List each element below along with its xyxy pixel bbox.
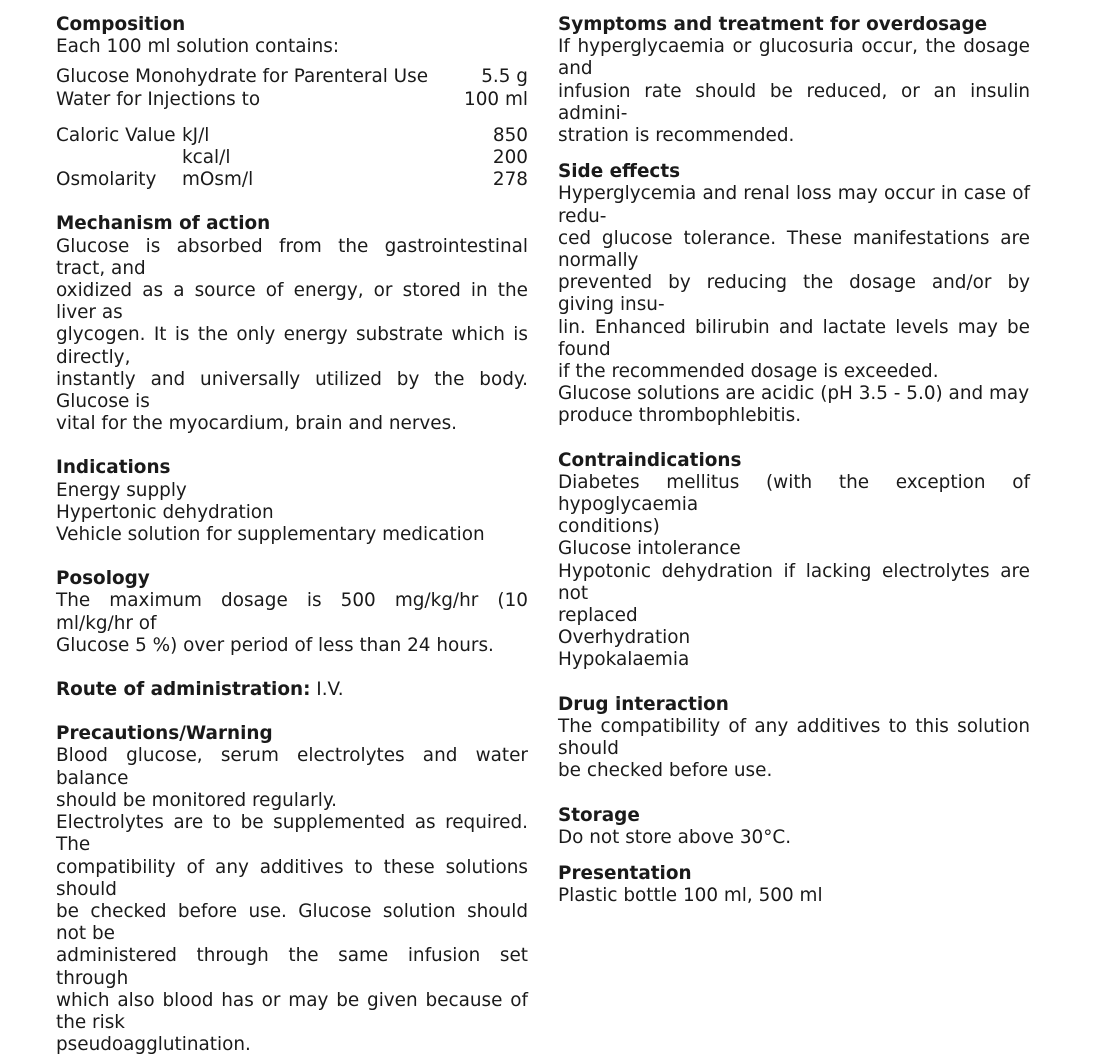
mechanism-section (56, 213, 528, 435)
mechanism-line: glycogen. It is the only energy substrate which is directly, (56, 324, 528, 368)
overdosage-line: If hyperglycaemia or glucosuria occur, the dosage and (558, 36, 1030, 80)
storage-value: Do not store above 30°C. (558, 826, 792, 848)
posology-section (56, 568, 528, 657)
drug-interaction-line: be checked before use. (558, 760, 773, 782)
overdosage-heading: Symptoms and treatment for overdosage (558, 14, 988, 35)
composition-table (56, 66, 528, 110)
contraindication-line: Hypokalaemia (558, 649, 690, 671)
precautions-line: compatibility of any additives to these solutions should (56, 856, 528, 900)
overdosage-section (558, 14, 1030, 147)
indication-item: Hypertonic dehydration (56, 501, 274, 523)
composition-section (56, 14, 528, 191)
contraindications-section (558, 450, 1030, 672)
posology-heading: Posology (56, 568, 150, 590)
drug-interaction-heading: Drug interaction (558, 693, 729, 715)
side-effects-heading: Side effects (558, 161, 681, 183)
caloric-row (56, 125, 528, 147)
caloric-row-unit: kcal/l (182, 147, 231, 169)
caloric-row-unit: mOsm/l (182, 169, 254, 191)
contraindications-heading: Contraindications (558, 449, 742, 471)
contraindication-line: replaced (558, 605, 638, 627)
contraindication-line: Hypotonic dehydration if lacking electrolytes are not (558, 560, 1030, 604)
mechanism-line: Glucose is absorbed from the gastrointestinal tract, and (56, 235, 528, 279)
side-effects-section (558, 161, 1030, 427)
mechanism-line: oxidized as a source of energy, or stored in the liver as (56, 280, 528, 324)
contraindication-line: conditions) (558, 516, 660, 538)
precautions-line: which also blood has or may be given because of the risk (56, 989, 528, 1033)
caloric-row (56, 169, 528, 191)
caloric-row-label: Caloric Value (56, 124, 176, 146)
presentation-section (558, 863, 1030, 907)
composition-row (56, 66, 528, 88)
composition-heading: Composition (56, 14, 186, 35)
side-effects-line: prevented by reducing the dosage and/or by giving insu- (558, 272, 1030, 316)
contraindication-line: Overhydration (558, 627, 691, 649)
side-effects-line: produce thrombophlebitis. (558, 405, 802, 427)
caloric-row-label (56, 147, 182, 169)
composition-row-label: Water for Injections to (56, 88, 261, 110)
presentation-value: Plastic bottle 100 ml, 500 ml (558, 885, 823, 907)
caloric-row-unit: kJ/l (182, 124, 210, 146)
overdosage-line: infusion rate should be reduced, or an insulin admini- (558, 80, 1030, 124)
composition-intro: Each 100 ml solution contains: (56, 36, 340, 58)
side-effects-line: lin. Enhanced bilirubin and lactate levels may be found (558, 316, 1030, 360)
right-column (558, 14, 1030, 907)
mechanism-heading: Mechanism of action (56, 213, 271, 235)
overdosage-line: stration is recommended. (558, 125, 795, 147)
precautions-line: Electrolytes are to be supplemented as required. The (56, 812, 528, 856)
precautions-line: be checked before use. Glucose solution should not be (56, 900, 528, 945)
precautions-line: Blood glucose, serum electrolytes and water balance (56, 745, 528, 789)
precautions-line: pseudoagglutination. (56, 1034, 251, 1056)
contraindication-line: Diabetes mellitus (with the exception of hypoglycaemia (558, 471, 1030, 516)
composition-row-value: 100 ml (464, 88, 528, 110)
route-section (56, 679, 528, 701)
mechanism-line: instantly and universally utilized by the body. Glucose is (56, 368, 528, 413)
posology-line: Glucose 5 %) over period of less than 24 hours. (56, 634, 494, 656)
route-value: I.V. (310, 679, 344, 701)
mechanism-line: vital for the myocardium, brain and nerves. (56, 413, 458, 435)
caloric-row-value: 278 (492, 169, 528, 191)
storage-heading: Storage (558, 804, 640, 826)
caloric-row-value: 850 (492, 124, 528, 146)
side-effects-line: ced glucose tolerance. These manifestations are normally (558, 227, 1030, 272)
left-column (56, 14, 528, 1056)
indication-item: Vehicle solution for supplementary medication (56, 524, 485, 546)
drug-interaction-section (558, 694, 1030, 783)
indications-heading: Indications (56, 457, 171, 479)
composition-row-value: 5.5 g (481, 66, 528, 88)
indication-item: Energy supply (56, 479, 187, 501)
route-heading: Route of administration: (56, 679, 311, 701)
indications-section (56, 457, 528, 546)
side-effects-line: if the recommended dosage is exceeded. (558, 361, 939, 383)
drug-interaction-line: The compatibility of any additives to this solution should (558, 715, 1030, 760)
caloric-row-label: Osmolarity (56, 169, 157, 191)
precautions-line: administered through the same infusion set through (56, 945, 528, 989)
caloric-row (56, 147, 528, 169)
side-effects-line: Glucose solutions are acidic (pH 3.5 - 5.0) and may (558, 383, 1030, 405)
precautions-section (56, 723, 528, 1056)
posology-line: The maximum dosage is 500 mg/kg/hr (10 ml/kg/hr of (56, 590, 528, 634)
presentation-heading: Presentation (558, 862, 692, 884)
contraindication-line: Glucose intolerance (558, 538, 741, 560)
precautions-line: should be monitored regularly. (56, 789, 337, 811)
composition-row (56, 89, 528, 111)
side-effects-line: Hyperglycemia and renal loss may occur in case of redu- (558, 183, 1030, 227)
storage-section (558, 805, 1030, 849)
caloric-table (56, 125, 528, 192)
composition-row-label: Glucose Monohydrate for Parenteral Use (56, 66, 429, 88)
caloric-row-value: 200 (492, 147, 528, 169)
precautions-heading: Precautions/Warning (56, 723, 273, 745)
